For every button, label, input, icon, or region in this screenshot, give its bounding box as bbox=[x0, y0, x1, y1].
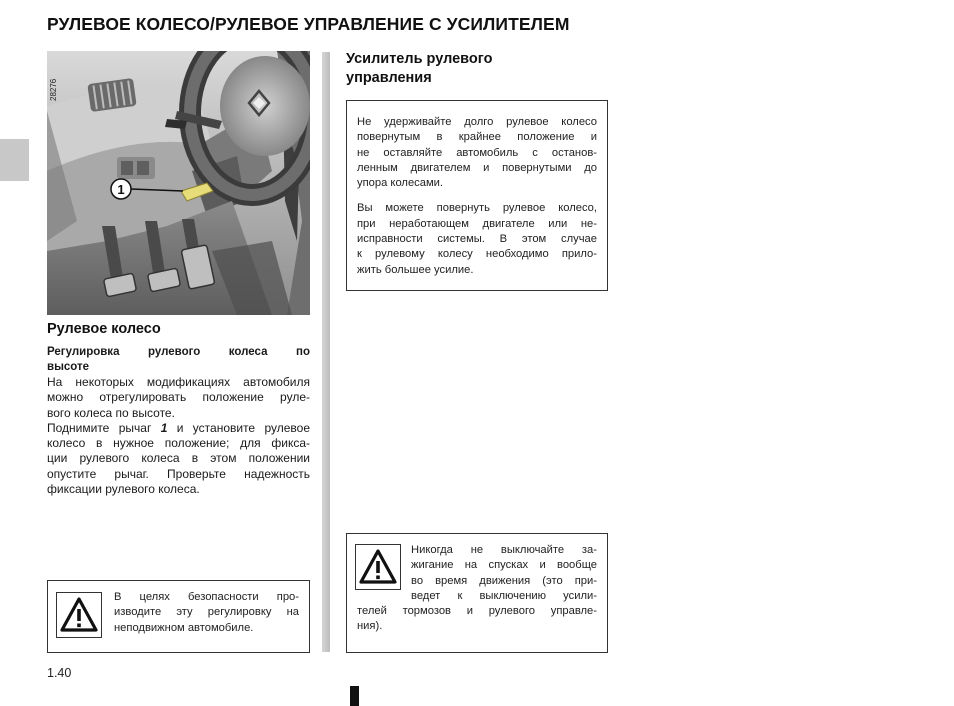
steering-adjust-instructions: На некоторых модификациях автомобиля можно отрегулировать положение руле- вого колеса по высоте. Поднимите рычаг 1 и установите рулевое колесо в нужное положение; для фикса- ции рулевого колеса в этом положении опустите рычаг. Проверьте надежность фиксации рулевого колеса. bbox=[47, 375, 311, 497]
callout-number: 1 bbox=[117, 182, 125, 197]
steering-wheel-illustration bbox=[47, 51, 310, 315]
page-title: РУЛЕВОЕ КОЛЕСО/РУЛЕВОЕ УПРАВЛЕНИЕ С УСИЛИТЕЛЕМ bbox=[47, 14, 570, 34]
section-title-steering-wheel: Рулевое колесо bbox=[47, 321, 161, 337]
figure-number: 28276 bbox=[49, 78, 58, 101]
safety-warning-box bbox=[47, 580, 310, 653]
ignition-warning-text-top: Никогда не выключайте за- жигание на спусках и вообще во время движения (это при- ведет к выключению усили- bbox=[411, 544, 597, 602]
note-paragraph-1: Не удерживайте долго рулевое колесо повернутым в крайнее положение и не оставляйте автомобиль с останов- ленным двигателем и повернутыми до упора колесами. bbox=[357, 116, 597, 190]
chapter-tab bbox=[0, 139, 29, 181]
warning-triangle-icon bbox=[355, 544, 401, 590]
warning-triangle-icon bbox=[56, 592, 102, 638]
car-interior-drawing bbox=[47, 51, 310, 315]
section-title-power-steering: Усилитель рулевого управления bbox=[346, 51, 493, 86]
power-steering-note-box bbox=[346, 100, 608, 291]
page-number: 1.40 bbox=[47, 666, 72, 680]
subheading-height-adjust: Регулировка рулевого колеса по высоте bbox=[47, 346, 310, 373]
ignition-warning-box bbox=[346, 533, 608, 653]
ignition-warning-text-bottom: телей тормозов и рулевого управле- ния). bbox=[357, 605, 597, 633]
column-divider bbox=[322, 52, 330, 652]
safety-warning-text: В целях безопасности про- изводите эту регулировку на неподвижном автомобиле. bbox=[114, 591, 299, 634]
note-paragraph-2: Вы можете повернуть рулевое колесо, при неработающем двигателе или не- исправности системы. В этом случае к рулевому колесу необходимо прило- жить большее усилие. bbox=[357, 202, 597, 276]
crop-mark bbox=[350, 686, 359, 706]
lever-number: 1 bbox=[160, 420, 168, 435]
